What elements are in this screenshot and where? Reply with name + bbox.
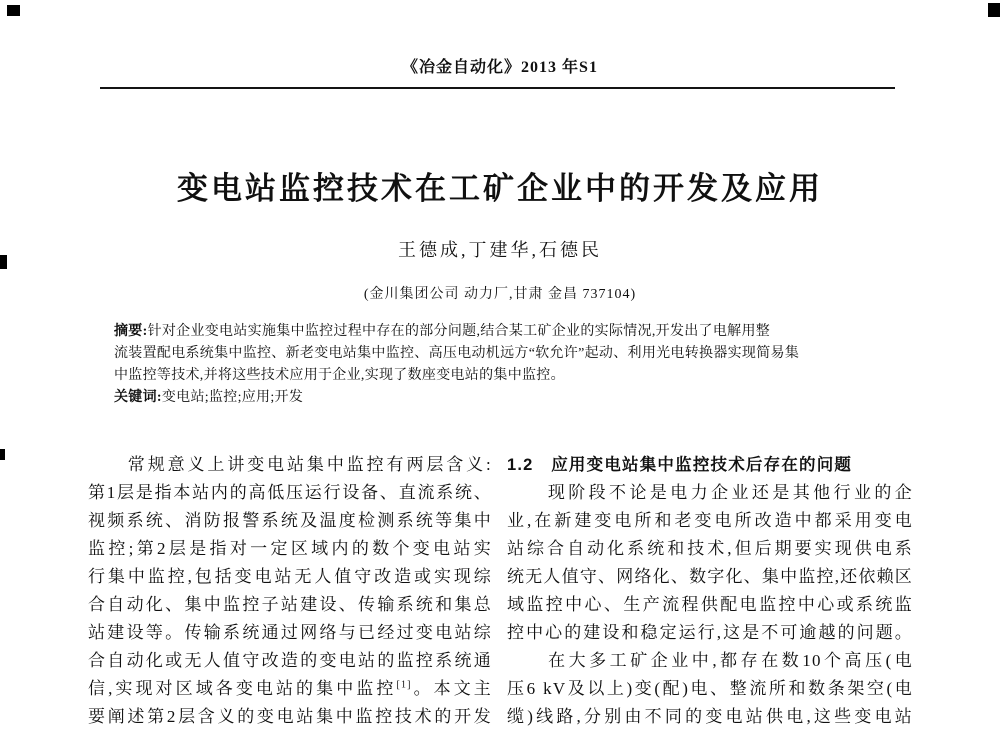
text-line: 现阶段不论是电力企业还是其他行业的企	[507, 483, 913, 502]
scan-artifact	[988, 3, 1000, 17]
text-line: 要阐述第2层含义的变电站集中监控技术的开发	[88, 707, 492, 726]
right-column	[507, 451, 913, 731]
section-heading: 1.2 应用变电站集中监控技术后存在的问题	[507, 456, 853, 474]
text-line: 压6 kV及以上)变(配)电、整流所和数条架空(电	[507, 679, 913, 698]
text-line: 站建设等。传输系统通过网络与已经过变电站综	[88, 623, 492, 642]
keywords-text: 变电站;监控;应用;开发	[161, 390, 304, 405]
abstract-text: 针对企业变电站实施集中监控过程中存在的部分问题,结合某工矿企业的实际情况,开发出了电解用整	[147, 324, 771, 339]
text-line: 第1层是指本站内的高低压运行设备、直流系统、	[88, 483, 492, 502]
scan-artifact	[7, 5, 20, 16]
text-line: 在大多工矿企业中,都存在数10个高压(电	[507, 651, 913, 670]
abstract-label: 摘要:	[114, 324, 148, 339]
text-line: 业,在新建变电所和老变电所改造中都采用变电	[507, 511, 913, 530]
journal-header: 《冶金自动化》2013 年S1	[402, 59, 598, 76]
keywords-label: 关键词:	[114, 390, 162, 405]
text-line: 信,实现对区域各变电站的集中监控[1]。本文主	[88, 679, 492, 698]
text-line: 视频系统、消防报警系统及温度检测系统等集中	[88, 511, 492, 530]
text-line: 监控;第2层是指对一定区域内的数个变电站实	[88, 539, 492, 558]
header-rule	[100, 87, 895, 89]
affiliation-line: (金川集团公司 动力厂,甘肃 金昌 737104)	[363, 287, 637, 302]
scan-artifact	[0, 449, 5, 460]
right-column-lines	[507, 479, 913, 731]
text-line: 统无人值守、网络化、数字化、集中监控,还依赖区	[507, 567, 913, 586]
abstract-line: 中监控等技术,并将这些技术应用于企业,实现了数座变电站的集中监控。	[114, 368, 565, 383]
text-line: 合自动化或无人值守改造的变电站的监控系统通	[88, 651, 492, 670]
paper-title: 变电站监控技术在工矿企业中的开发及应用	[177, 171, 823, 206]
keywords-line	[114, 387, 889, 409]
abstract-block	[114, 321, 889, 409]
abstract-line: 流装置配电系统集中监控、新老变电站集中监控、高压电动机远方“软允许”起动、利用光电转换器实现简易集	[114, 346, 800, 361]
text-line: 常规意义上讲变电站集中监控有两层含义:	[88, 455, 492, 474]
authors-line: 王德成,丁建华,石德民	[398, 240, 602, 260]
text-line: 行集中监控,包括变电站无人值守改造或实现综	[88, 567, 492, 586]
abstract-line	[114, 321, 889, 343]
text-line: 域监控中心、生产流程供配电监控中心或系统监	[507, 595, 913, 614]
text-line: 站综合自动化系统和技术,但后期要实现供电系	[507, 539, 913, 558]
left-column	[88, 451, 492, 731]
text-line: 缆)线路,分别由不同的变电站供电,这些变电站	[507, 707, 913, 726]
text-line: 控中心的建设和稳定运行,这是不可逾越的问题。	[507, 623, 913, 642]
text-line: 合自动化、集中监控子站建设、传输系统和集总	[88, 595, 492, 614]
